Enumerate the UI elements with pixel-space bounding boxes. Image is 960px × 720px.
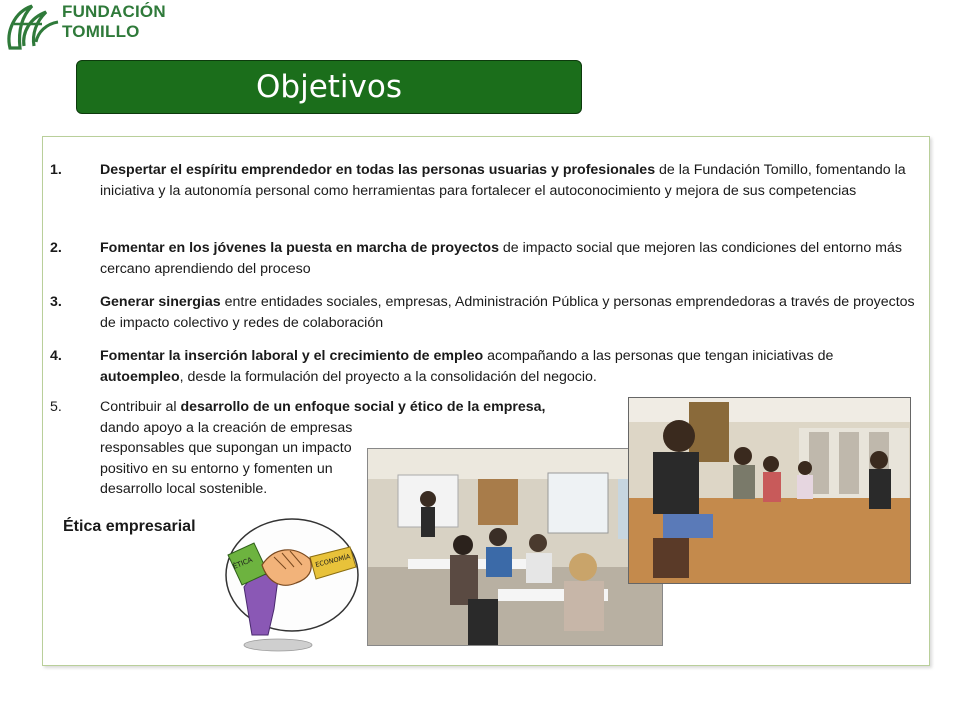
objective-bold: Fomentar en los jóvenes la puesta en marcha de proyectos — [100, 240, 499, 256]
objective-number: 2. — [50, 240, 62, 256]
etica-empresarial-label: Ética empresarial — [63, 518, 196, 535]
objective-bold: Despertar el espíritu emprendedor en todas las personas usuarias y profesionales — [100, 162, 656, 178]
objective-rest: dando apoyo a la creación de empresas responsables que supongan un impacto positivo en su entorno y fomenten un desarrollo local sostenible. — [100, 419, 353, 497]
etica-tag-text: ÉTICA — [231, 555, 254, 571]
title-bar — [76, 60, 582, 114]
workshop-photo — [628, 397, 911, 584]
objective-rest: de la Fundación Tomillo, fomentando la iniciativa y la autonomía personal como herramientas para fortalecer el autoconocimiento y mejora de sus competencias — [100, 162, 906, 199]
objective-number: 5. — [50, 399, 62, 415]
economia-tag-text: ECONOMÍA — [314, 552, 352, 569]
classroom-photo — [367, 448, 663, 646]
objective-item-4 — [50, 346, 918, 387]
objective-item-3 — [50, 292, 918, 333]
objective-text — [100, 292, 918, 333]
objective-rest-2: , desde la formulación del proyecto a la consolidación del negocio. — [179, 368, 597, 385]
logo-text: FUNDACIÓN TOMILLO — [62, 2, 166, 41]
objective-number: 1. — [50, 162, 62, 178]
ethics-handshake-illustration — [222, 517, 362, 655]
fundacion-tomillo-logo — [2, 0, 242, 52]
objective-bold: desarrollo de un enfoque social y ético de la empresa, — [180, 399, 546, 415]
objective-text — [100, 160, 918, 201]
objective-pre: Contribuir al — [100, 399, 181, 415]
objective-text — [100, 346, 918, 387]
objective-text — [100, 238, 918, 279]
page-title: Objetivos — [256, 69, 402, 105]
objective-rest: de impacto social que mejoren las condiciones del entorno más cercano aprendiendo del proceso — [100, 240, 902, 277]
objective-number: 4. — [50, 348, 62, 364]
objective-rest: entre entidades sociales, empresas, Administración Pública y personas emprendedoras a través de proyectos de impacto colectivo y redes de colaboración — [100, 294, 915, 331]
objective-bold: Fomentar la inserción laboral y el crecimiento de empleo — [100, 348, 484, 364]
objective-bold: Generar sinergias — [100, 294, 221, 310]
objective-bold-2: autoempleo — [100, 368, 180, 385]
tomillo-logo-mark-icon — [2, 2, 60, 52]
objective-item-2 — [50, 238, 918, 279]
objective-number: 3. — [50, 294, 62, 310]
objective-item-1 — [50, 160, 918, 201]
objective-rest: acompañando a las personas que tengan iniciativas de — [483, 348, 834, 364]
